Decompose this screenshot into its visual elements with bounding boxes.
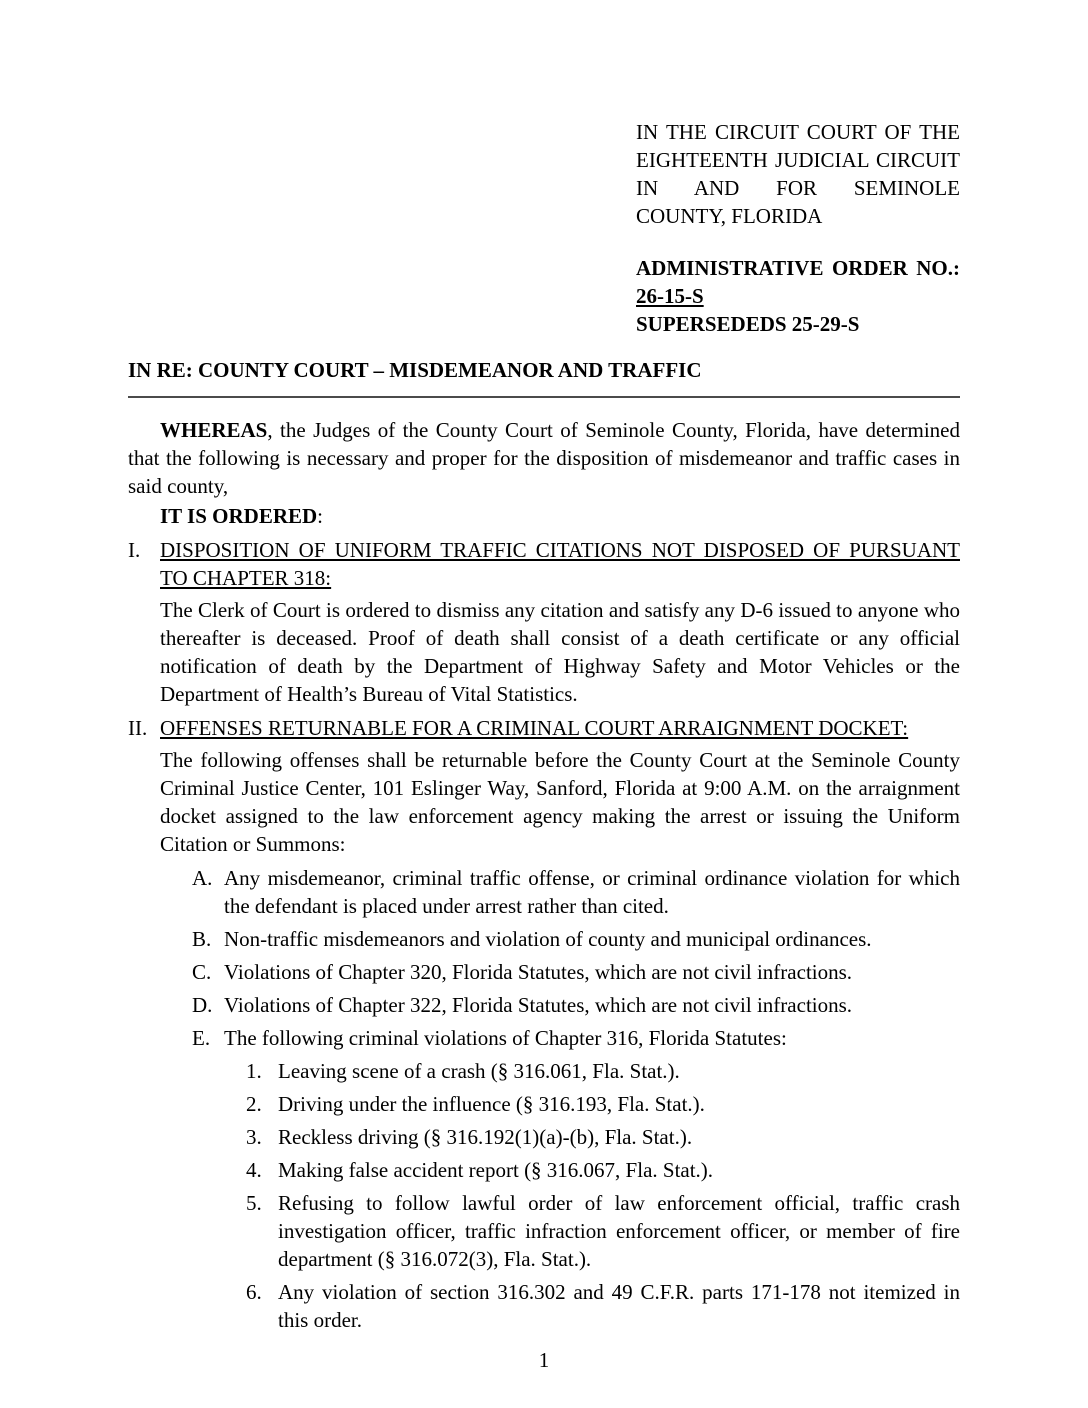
horizontal-rule [128,396,960,398]
list-item-e6-label: 6. [246,1280,262,1304]
supersedes-line: SUPERSEDEDS 25-29-S [636,312,860,336]
list-item-e1-text: Leaving scene of a crash (§ 316.061, Fla. Stat.). [278,1059,680,1083]
list-item-e4-label: 4. [246,1158,262,1182]
page-number: 1 [538,1348,550,1372]
ordered-line [128,502,960,530]
whereas-paragraph [128,416,960,500]
list-item-d-label: D. [192,993,213,1017]
list-item-e5 [128,1189,960,1273]
administrative-order-line [636,254,960,310]
page-title: IN RE: COUNTY COURT – MISDEMEANOR AND TRAFFIC [128,358,702,382]
section-1-heading [128,536,960,592]
list-item-e3-text: Reckless driving (§ 316.192(1)(a)-(b), Fla. Stat.). [278,1125,693,1149]
section-1-heading-text: DISPOSITION OF UNIFORM TRAFFIC CITATIONS NOT DISPOSED OF PURSUANT TO CHAPTER 318: [160,538,960,590]
list-item-e1-label: 1. [246,1059,262,1083]
list-item-e5-text: Refusing to follow lawful order of law enforcement official, traffic crash investigation officer, traffic infraction enforcement officer, or member of fire department (§ 316.072(3), Fla. Stat.). [278,1191,960,1271]
list-item-e3 [128,1123,960,1151]
list-item-e-label: E. [192,1026,211,1050]
ordered-keyword: IT IS ORDERED [160,504,318,528]
whereas-keyword: WHEREAS [160,418,268,442]
list-item-c-label: C. [192,960,212,984]
list-item-e3-label: 3. [246,1125,262,1149]
list-item-e2-label: 2. [246,1092,262,1116]
list-item-a-text: Any misdemeanor, criminal traffic offense, or criminal ordinance violation for which the defendant is placed under arrest rather than cited. [224,866,960,918]
section-1-paragraph: The Clerk of Court is ordered to dismiss any citation and satisfy any D-6 issued to anyone who thereafter is deceased. Proof of death shall consist of a death certificate or any official notification of death by the Department of Highway Safety and Motor Vehicles or the Department of Health’s Bureau of Vital Statistics. [160,598,960,706]
section-2-heading [128,714,960,742]
list-item-e [128,1024,960,1052]
list-item-e4-text: Making false accident report (§ 316.067, Fla. Stat.). [278,1158,714,1182]
whereas-text: , the Judges of the County Court of Seminole County, Florida, have determined that the following is necessary and proper for the disposition of misdemeanor and traffic cases in said county, [128,418,960,498]
list-item-d [128,991,960,1019]
order-label: ADMINISTRATIVE ORDER NO.: [636,256,960,280]
list-item-e6 [128,1278,960,1334]
list-item-e-text: The following criminal violations of Chapter 316, Florida Statutes: [224,1026,787,1050]
section-2-heading-text: OFFENSES RETURNABLE FOR A CRIMINAL COURT ARRAIGNMENT DOCKET: [160,716,909,740]
court-caption: IN THE CIRCUIT COURT OF THE EIGHTEENTH JUDICIAL CIRCUIT IN AND FOR SEMINOLE COUNTY, FLORIDA [636,120,960,228]
list-item-e2-text: Driving under the influence (§ 316.193, Fla. Stat.). [278,1092,705,1116]
order-number: 26-15-S [636,284,704,308]
list-item-a [128,864,960,920]
list-item-a-label: A. [192,866,213,890]
list-item-e4 [128,1156,960,1184]
list-item-c-text: Violations of Chapter 320, Florida Statutes, which are not civil infractions. [224,960,853,984]
list-item-b-text: Non-traffic misdemeanors and violation of county and municipal ordinances. [224,927,872,951]
list-item-c [128,958,960,986]
list-item-e2 [128,1090,960,1118]
list-item-e6-text: Any violation of section 316.302 and 49 C.F.R. parts 171-178 not itemized in this order. [278,1280,960,1332]
section-2-numeral: II. [128,716,148,740]
section-1-numeral: I. [128,538,141,562]
section-2-paragraph: The following offenses shall be returnable before the County Court at the Seminole County Criminal Justice Center, 101 Eslinger Way, Sanford, Florida at 9:00 A.M. on the arraignment docket assigned to the law enforcement agency making the arrest or issuing the Uniform Citation or Summons: [160,748,960,856]
list-item-e5-label: 5. [246,1191,262,1215]
list-item-e1 [128,1057,960,1085]
header-right-block [636,118,960,338]
ordered-colon: : [317,504,324,528]
list-item-b [128,925,960,953]
list-item-b-label: B. [192,927,212,951]
list-item-d-text: Violations of Chapter 322, Florida Statutes, which are not civil infractions. [224,993,853,1017]
